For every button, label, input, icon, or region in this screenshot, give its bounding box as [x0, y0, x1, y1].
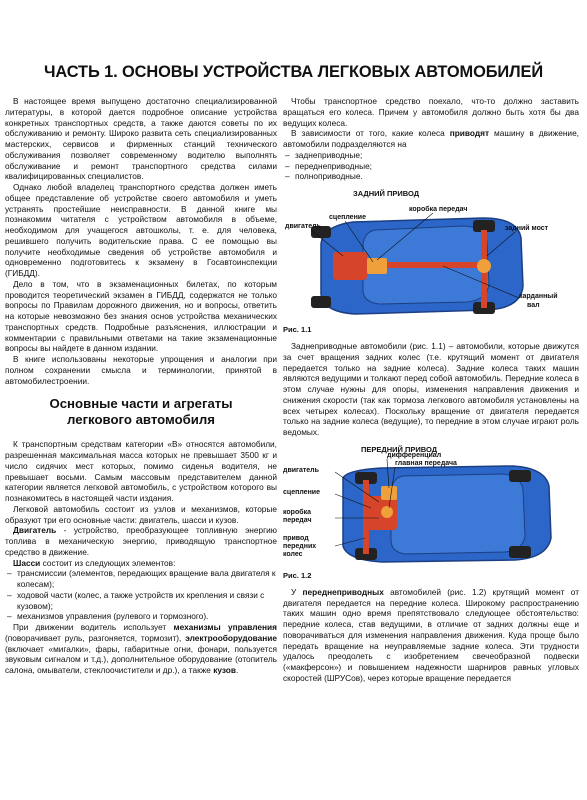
left-column — [5, 96, 277, 676]
label-gearbox-front-1: коробка — [283, 508, 311, 516]
front-drive-heading: ПЕРЕДНИЙ ПРИВОД — [361, 444, 438, 454]
label-differential: дифференциал — [387, 451, 442, 459]
label-clutch: сцепление — [329, 214, 366, 221]
list-item: – полноприводные. — [283, 171, 579, 182]
exam-paragraph: Дело в том, что в экзаменационных билетах, по которым проводится теоретический экзамен в ГИБДД, содержатся не только вопросы по Правилам дорожного движения, но и вопросы, ответить на которые невозможно без знания основ устройства механических транспортных средств. Подробные разъяснения, иллюстрации и комментарии с правильными ответами на такие экзаменационные вопросы вы найдете в данном издании. — [5, 278, 277, 354]
simplifications-paragraph: В книге использованы некоторые упрощения и аналогии при полном сохранении смысла и терминологии, принятой в автомобилестроении. — [5, 354, 277, 386]
rear-drive-paragraph: Заднеприводные автомобили (рис. 1.1) – автомобили, которые движутся за счет вращения задних колес (т.е. крутящий момент от двигателя передается только на задние колеса). Задние колеса таких машин являются ведущими и толкают перед собой автомобиль. Передние колеса в этом случае нужны для опоры, изменения направления движения и снижения скорости (так как тормоза легкового автомобиля установлены на всех четырех колесах). Поскольку вращение от двигателя передается только на задние колеса (ведущие), то передние в этом случае играют роль ведомых. — [283, 341, 579, 437]
label-main-gear: главная передача — [395, 459, 457, 467]
section-title-line2: легкового автомобиля — [67, 411, 215, 427]
chassis-definition: состоит из следующих элементов: — [40, 557, 176, 568]
engine-definition: - устройство, преобразующее топливную энергию топлива в механическую энергию, приводящую транспортное средство в движение. — [5, 525, 277, 557]
label-gearbox: коробка передач — [409, 206, 468, 213]
chassis-term: Шасси — [13, 557, 41, 568]
car-parts-paragraph: Легковой автомобиль состоит из узлов и механизмов, которые образуют три его основные части: двигатель, шасси и кузов. — [5, 503, 277, 525]
label-drive-2: передних — [283, 542, 317, 550]
front-drive-term: переднеприводных — [302, 586, 384, 597]
label-driveshaft-2: вал — [527, 302, 540, 309]
front-drive-paragraph: У переднеприводных автомобилей (рис. 1.2) крутящий момент от двигателя передается на передние колеса. Широкому распространению таких машин одно время препятствовало следующее обстоятельство: передние колеса, став ведущими, в отличие от задних должны еще и поворачиваться для изменения направления движения. Куда проще было передать вращение на неуправляемые задние колеса. Эти трудности удалось преодолеть с изобретением свечеобразной подвески («макферсон») и повышением надежности шарниров равных угловых скоростей (ШРУСов), через которые вращение передается — [283, 586, 579, 683]
right-column — [283, 96, 579, 684]
drive-types-paragraph: В зависимости от того, какие колеса приводят машину в движение, автомобили подразделяются на — [283, 128, 579, 149]
label-engine-front: двигатель — [283, 466, 319, 474]
figure-caption-1-1: Рис. 1.1 — [283, 325, 312, 334]
figure-front-drive — [283, 442, 579, 582]
wheels-paragraph: Чтобы транспортное средство поехало, что-то должно заставить вращаться его колеса. Причем у автомобиля должно быть хотя бы два ведущих колеса. — [283, 96, 579, 128]
category-b-paragraph: К транспортным средствам категории «В» относятся автомобили, разрешенная максимальная масса которых не превышает 3500 кг и число сидячих мест которых, помимо сиденья водителя, не превышает восьми. Самым массовым представителем данной категории является легковой автомобиль, с устройством которого вы познакомитесь в настоящей части издания. — [5, 439, 277, 503]
electrics-term: электрооборудование — [185, 632, 277, 643]
chassis-paragraph — [5, 558, 277, 569]
list-item: – трансмиссии (элементов, передающих вращение вала двигателя к колесам); — [5, 568, 277, 590]
section-title — [5, 396, 277, 427]
label-driveshaft-1: карданный — [519, 293, 558, 300]
drive-term: приводят — [449, 128, 490, 139]
label-clutch-front: сцепление — [283, 488, 320, 496]
list-item: – механизмов управления (рулевого и тормозного). — [5, 611, 277, 622]
list-item: – переднеприводные; — [283, 161, 579, 172]
figure-rear-drive — [283, 186, 579, 336]
label-drive-1: привод — [283, 534, 309, 542]
page-title: ЧАСТЬ 1. ОСНОВЫ УСТРОЙСТВА ЛЕГКОВЫХ АВТОМОБИЛЕЙ — [43, 63, 543, 81]
engine-term: Двигатель — [13, 525, 57, 536]
rear-drive-illustration — [283, 186, 579, 336]
intro-paragraph: В настоящее время выпущено достаточно специализированной литературы, в которой дается подробное описание устройства конкретных транспортных средств, а также даются советы по их обслуживанию и ремонту. Широко развита сеть специализированных мастерских, сервисов и фирменных станций технического обслуживания позволяет современному водителю выполнять обслуживание и ремонт транспортного средства силами квалифицированных специалистов. — [5, 96, 277, 182]
body-term: кузов — [213, 665, 236, 675]
label-engine: двигатель — [285, 223, 321, 230]
controls-paragraph: При движении водитель использует механизмы управления (поворачивает руль, разгоняется, тормозит), электрооборудование (включает «мигалки», фары, габаритные огни, фонари, пользуется звуковым сигналом и т.д.), дополнительное оборудование (отопитель салона, омыватели, стеклоочистители и др.), а также кузов. — [5, 622, 277, 675]
owner-paragraph: Однако любой владелец транспортного средства должен иметь общее представление об устройстве своего автомобиля и уметь устранять простейшие неисправности. В данной книге мы познакомим читателя с устройством автомобиля в объеме, необходимом для учащегося автошколы, т. е. для человека, решившего получить водительские права. С ее помощью вы получите необходимые сведения об устройстве автомобиля и одновременно подготовитесь к экзамену в Госавтоинспекции (ГИБДД). — [5, 182, 277, 278]
drive-types-list — [283, 150, 579, 182]
label-rear-axle: задний мост — [505, 225, 549, 232]
label-gearbox-front-2: передач — [283, 516, 312, 524]
engine-paragraph — [5, 525, 277, 557]
list-item: – ходовой части (колес, а также устройств их крепления и связи с кузовом); — [5, 590, 277, 612]
section-title-line1: Основные части и агрегаты — [49, 396, 233, 412]
list-item: – заднеприводные; — [283, 150, 579, 161]
front-drive-illustration — [283, 442, 579, 582]
controls-term: механизмы управления — [173, 622, 277, 632]
label-drive-3: колес — [283, 550, 303, 558]
chassis-list — [5, 568, 277, 622]
rear-drive-heading: ЗАДНИЙ ПРИВОД — [353, 189, 420, 198]
figure-caption-1-2: Рис. 1.2 — [283, 570, 312, 580]
